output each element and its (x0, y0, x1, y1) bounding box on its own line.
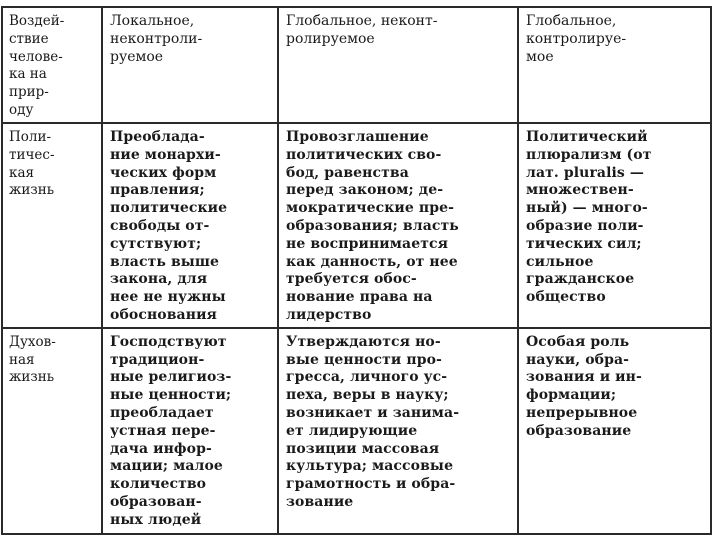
document-page (0, 4, 712, 532)
comparison-table (1, 6, 712, 535)
table-cell: Преоблада- ние монархи- ческих форм правления; политические свободы от- сутствуют; власть выше закона, для нее не нужны обоснования (102, 123, 278, 328)
row-label-political-life: Поли- тичес- кая жизнь (2, 123, 102, 328)
header-cell-global-uncontrolled: Глобальное, неконт- ролируемое (278, 7, 518, 123)
header-cell-global-controlled: Глобальное, контролируе- мое (518, 7, 711, 123)
row-label-spiritual-life: Духов- ная жизнь (2, 328, 102, 534)
header-cell-local-uncontrolled: Локальное, неконтроли- руемое (102, 7, 278, 123)
table-cell: Утверждаются но- вые ценности про- гресса, личного ус- пеха, веры в науку; возникает и занима- ет лидирующие позиции массовая культура; массовые грамотность и обра- зование (278, 328, 518, 534)
table-cell: Политический плюрализм (от лат. pluralis — множествен- ный) — много- образие поли- тических сил; сильное гражданское общество (518, 123, 711, 328)
table-row (2, 123, 711, 328)
header-cell-impact: Воздей- ствие челове- ка на прир- оду (2, 7, 102, 123)
table-cell: Господствуют традицион- ные религиоз- ные ценности; преобладает устная пере- дача инфор- мации; малое количество образован- ных людей (102, 328, 278, 534)
table-row (2, 328, 711, 534)
table-cell: Провозглашение политических сво- бод, равенства перед законом; де- мократические пре- образования; власть не воспринимается как данность, от нее требуется обос- нование права на лидерство (278, 123, 518, 328)
table-cell: Особая роль науки, обра- зования и ин- формации; непрерывное образование (518, 328, 711, 534)
table-header-row (2, 7, 711, 123)
